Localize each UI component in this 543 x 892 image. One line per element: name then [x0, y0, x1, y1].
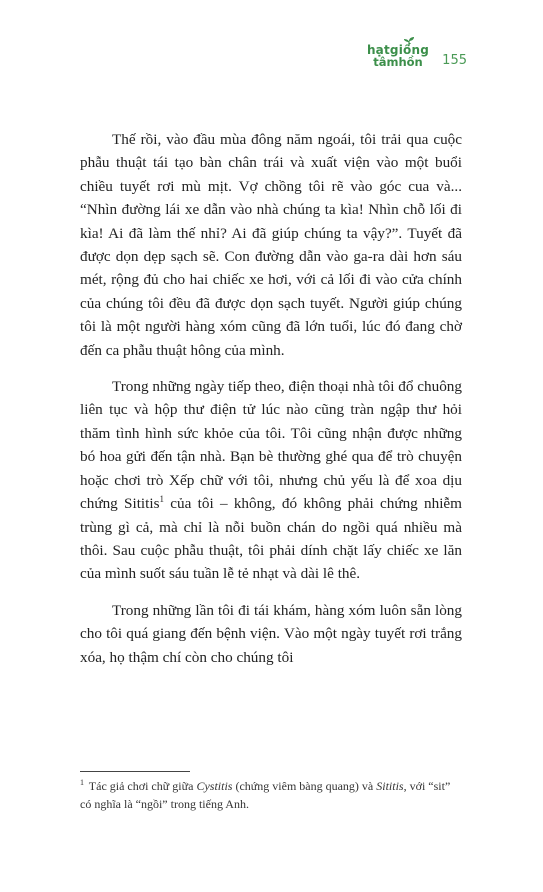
page-number: 155: [442, 53, 467, 68]
paragraph-3: Trong những lần tôi đi tái khám, hàng xóm luôn sẵn lòng cho tôi quá giang đến bệnh viện. Vào một ngày tuyết rơi trắng xóa, họ thậm chí còn cho chúng tôi: [80, 601, 462, 666]
footnote-number: 1: [80, 778, 84, 787]
logo-top-text: hạtgiống: [366, 43, 429, 57]
paragraph-2-text-b: của tôi – không, đó không phải chứng nhiễm trùng gì cả, mà chỉ là nỗi buồn chán do ngồi quá nhiều mà thôi. Sau cuộc phẫu thuật, tôi phải dính chặt lấy chiếc xe lăn của mình suốt sáu tuần lễ tẻ nhạt và dài lê thê.: [80, 495, 462, 583]
footnote-marker: 1: [159, 494, 164, 505]
footnote-text-1: Tác giả chơi chữ giữa: [86, 779, 197, 793]
paragraph-2-text-a: Trong những ngày tiếp theo, điện thoại nhà tôi đổ chuông liên tục và hộp thư điện tử lúc nào cũng tràn ngập thư hỏi thăm tình hình sức khỏe của tôi. Tôi cũng nhận được những bó hoa gửi đến tận nhà. Bạn bè thường ghé qua để trò chuyện hoặc chơi trò Xếp chữ với tôi, nhưng chủ yếu là để xoa dịu chứng Sititis: [80, 378, 462, 513]
paragraph-2: [80, 375, 462, 586]
footnote-divider: [80, 771, 190, 772]
footnote: [80, 777, 462, 813]
footnote-text-2: (chứng viêm bàng quang) và: [232, 779, 377, 793]
footnote-text: [80, 779, 450, 811]
publisher-logo: [367, 44, 429, 68]
body-text: [80, 128, 462, 682]
footnote-term-sititis: Sititis: [376, 779, 404, 793]
page-header: [347, 44, 467, 78]
paragraph-1: Thế rồi, vào đầu mùa đông năm ngoái, tôi trải qua cuộc phẫu thuật tái tạo bàn chân trái và xuất viện vào một buổi chiều tuyết rơi mù mịt. Vợ chồng tôi rẽ vào góc cua và... “Nhìn đường lái xe dẫn vào nhà chúng ta kìa! Nhìn chỗ lối đi kìa! Ai đã làm thế nhỉ? Ai đã giúp chúng ta vậy?”. Tuyết đã được dọn dẹp sạch sẽ. Con đường dẫn vào ga-ra dài hơn sáu mét, rộng đủ cho hai chiếc xe hơi, với cả lối đi vào cửa chính của chúng tôi đều đã được dọn sạch tuyết. Người giúp chúng tôi là một người hàng xóm cũng đã lớn tuổi, lúc đó đang chờ đến ca phẫu thuật hông của mình.: [80, 131, 462, 359]
footnote-text-3: , với “sit” có nghĩa là “ngồi” trong tiếng Anh.: [80, 779, 451, 811]
logo-bottom-text: tâmhồn: [373, 55, 423, 69]
footnote-term-cystitis: Cystitis: [196, 779, 233, 793]
